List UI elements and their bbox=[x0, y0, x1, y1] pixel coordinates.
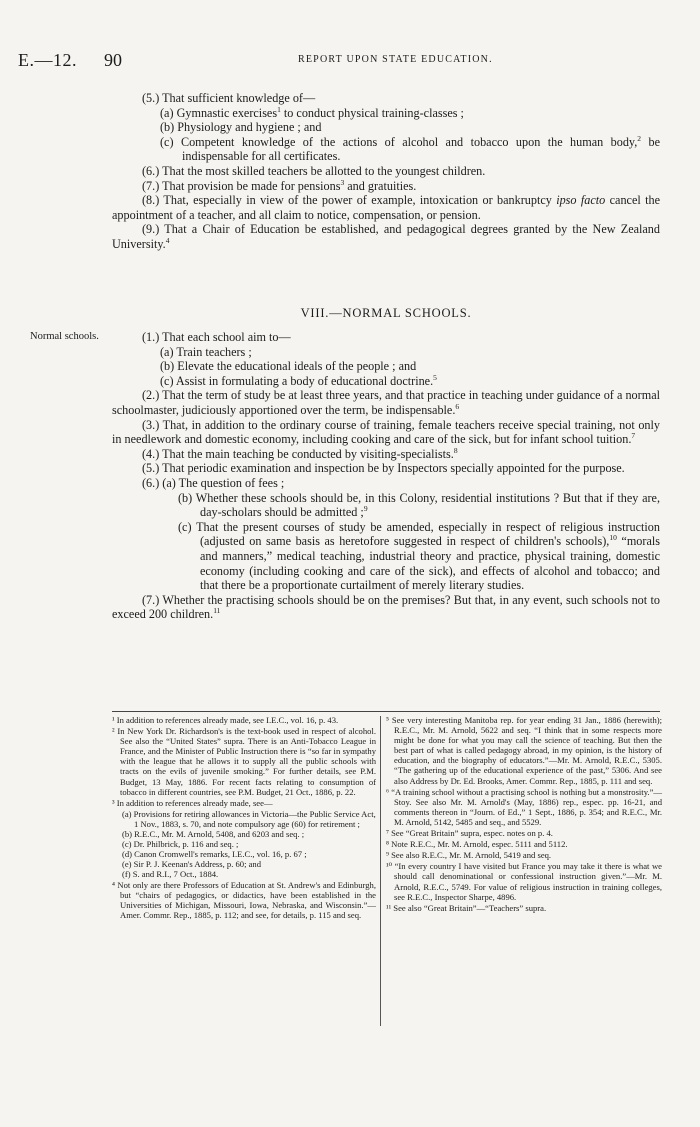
footnote: ⁷ See “Great Britain” supra, espec. notes on p. 4. bbox=[386, 828, 553, 839]
footnote: ¹⁰ “In every country I have visited but France you may take it there is what we should call denominational or confessional instruction given.”—Mr. M. Arnold, R.E.C., 5749. For value of religious instruction in training colleges, see R.E.C., Inspector Sharpe, 4896. bbox=[386, 861, 662, 902]
footnote-ref: 6 bbox=[455, 401, 460, 411]
footnote-ref: 8 bbox=[453, 445, 458, 455]
footnote: ⁹ See also R.E.C., Mr. M. Arnold, 5419 and seq. bbox=[386, 850, 552, 861]
footnote-subitem: (c) Dr. Philbrick, p. 116 and seq. ; bbox=[122, 839, 239, 850]
footnote-ref: 10 bbox=[609, 533, 617, 543]
list-item: (2.) That the term of study be at least three years, and that practice in teaching under guidance of a normal schoolmaster, judiciously apportioned over the term, be indispensable.$^6$ bbox=[112, 388, 660, 417]
footnote: ¹ In addition to references already made, see I.E.C., vol. 16, p. 43. bbox=[112, 715, 339, 725]
footnotes-right-column bbox=[386, 715, 662, 914]
footnote-ref: 7 bbox=[631, 431, 636, 441]
footnote-ref: 2 bbox=[637, 133, 642, 143]
list-item: (c) Assist in formulating a body of educational doctrine.$^5$ bbox=[160, 372, 437, 388]
list-item: (3.) That, in addition to the ordinary course of training, female teachers receive special training, not only in needlework and domestic economy, including cooking and care of the sick, but for infant school tuition.$^7$ bbox=[112, 417, 660, 447]
footnote-ref: 1 bbox=[277, 104, 281, 114]
list-item: (9.) That a Chair of Education be established, and pedagogical degrees granted by the New Zealand University.$^4$ bbox=[112, 222, 660, 251]
page-number: 90 bbox=[104, 50, 122, 70]
top-list bbox=[112, 91, 660, 252]
footnote-rule bbox=[112, 711, 660, 712]
footnote: ⁸ Note R.E.C., Mr. M. Arnold, espec. 5111 and 5112. bbox=[386, 839, 568, 850]
list-item: (5.) That periodic examination and inspection be by Inspectors specially appointed for the purpose. bbox=[142, 461, 625, 476]
footnote: ² In New York Dr. Richardson's is the text-book used in respect of alcohol. See also the “United States” supra. There is an Anti-Tobacco League in France, and the Minister of Public Instruction there is “so far in sympathy with the league that he allows it to supply all the public schools with tracts on the evils of juvenile smoking.” For further details, see P.M. Budget, 13 May, 1886. For recent facts relating to consumption of tobacco in different countries, see P.M. Budget, 21 Oct., 1886, p. 22. bbox=[112, 726, 376, 797]
footnote-ref: 4 bbox=[165, 235, 170, 245]
footnote: ⁵ See very interesting Manitoba rep. for year ending 31 Jan., 1886 (herewith); R.E.C., Mr. M. Arnold, 5622 and seq. “I think that in some respects more might be done for what you may call the science of teaching. But then the best part of what is called pedagogy abroad, in my opinion, is the history of education, and the biography of educators.”—Mr. M. Arnold, R.E.C., 5305. “The gathering up of the educational experience of the past,” 5306. And see also Address by Dr. Ed. Brooks, Amer. Commr. Rep., 1885, p. 111 and seq. bbox=[386, 715, 662, 786]
list-item: (a) Gymnastic exercises$^1$ to conduct physical training-classes ; bbox=[160, 104, 464, 120]
list-item: (b) Elevate the educational ideals of the people ; and bbox=[160, 359, 417, 374]
section-heading: VIII.—NORMAL SCHOOLS. bbox=[300, 306, 472, 320]
list-item: (7.) That provision be made for pensions$^3$ and gratuities. bbox=[142, 177, 417, 193]
footnote-subitem: (f) S. and R.I., 7 Oct., 1884. bbox=[122, 869, 219, 880]
footnote: ⁶ “A training school without a practising school is nothing but a monstrosity.”—Stoy. See also Mr. M. Arnold's (May, 1886) rep., espec. pp. 16-21, and comments thereon in “Journ. of Ed.,” 1 Sept., 1886, p. 354; and R.E.C., Mr. M. Arnold, 5142, 5485 and seq., and 5529. bbox=[386, 786, 662, 827]
footnote-subitem: (b) R.E.C., Mr. M. Arnold, 5408, and 6203 and seq. ; bbox=[122, 829, 305, 840]
list-item: (c) Competent knowledge of the actions of alcohol and tobacco upon the human body,$^2$ be indispensable for all certificates. bbox=[160, 133, 660, 164]
list-item: (7.) Whether the practising schools should be on the premises? But that, in any event, such schools not to exceed 200 children.$^{11}$ bbox=[112, 592, 660, 622]
margin-note: Normal schools. bbox=[30, 331, 99, 342]
footnote-column-divider bbox=[380, 716, 381, 1026]
footnote: ¹¹ See also “Great Britain”—“Teachers” supra. bbox=[386, 902, 547, 913]
list-item: (1.) That each school aim to— bbox=[142, 330, 291, 344]
list-item: (6.) (a) The question of fees ; bbox=[142, 475, 285, 490]
list-item: (c) That the present courses of study be amended, especially in respect of religious instruction (adjusted on same basis as heretofore suggested in respect of children's schools),$^{10}$ “morals and manners,” medical teaching, industrial theory and practice, physical training, domestic economy (including cooking and care of the sick), and effects of alcohol and tobacco; and that there be a proportionate curtailment of merely literary studies. bbox=[178, 519, 660, 593]
footnote-ref: 9 bbox=[363, 504, 368, 514]
list-item: (5.) That sufficient knowledge of— bbox=[142, 91, 316, 105]
list-item: (a) Train teachers ; bbox=[160, 344, 252, 359]
list-item: (b) Whether these schools should be, in this Colony, residential institutions ? But that if they are, day-scholars should be admitted ;$^9$ bbox=[178, 490, 660, 520]
footnote-ref: 3 bbox=[340, 177, 345, 187]
list-item: (b) Physiology and hygiene ; and bbox=[160, 120, 322, 135]
list-item: (6.) That the most skilled teachers be allotted to the youngest children. bbox=[142, 163, 486, 178]
footnote-subitem: (e) Sir P. J. Keenan's Address, p. 60; and bbox=[122, 859, 262, 870]
footnote: ³ In addition to references already made, see— bbox=[112, 797, 273, 808]
list-item: (4.) That the main teaching be conducted by visiting-specialists.$^8$ bbox=[142, 445, 458, 461]
footnote-ref: 5 bbox=[433, 372, 437, 382]
footnote: ⁴ Not only are there Professors of Education at St. Andrew's and Edinburgh, but “chairs of pedagogics, or didactics, have been established in the Universities of Michigan, Missouri, Iowa, Nebraska, and Wisconsin.”—Amer. Commr. Rep., 1885, p. 112; and see, for details, p. 115 and seq. bbox=[112, 879, 376, 920]
footnote-subitem: (d) Canon Cromwell's remarks, I.E.C., vol. 16, p. 67 ; bbox=[122, 849, 307, 860]
page-code: E.—12. bbox=[18, 50, 77, 70]
normal-schools-section bbox=[112, 330, 660, 622]
page-header bbox=[18, 50, 660, 70]
footnotes-left-column bbox=[112, 715, 376, 921]
footnote-ref: 11 bbox=[213, 606, 221, 616]
list-item: (8.) That, especially in view of the power of example, intoxication or bankruptcy ipso facto cancel the appointment of a teacher, and all claim to notice, compensation, or pension. bbox=[112, 193, 660, 222]
footnote-subitem: (a) Provisions for retiring allowances in Victoria—the Public Service Act, 1 Nov., 1883, s. 70, and note compulsory age (60) for retirement ; bbox=[122, 808, 376, 829]
running-title: REPORT UPON STATE EDUCATION. bbox=[298, 54, 493, 65]
